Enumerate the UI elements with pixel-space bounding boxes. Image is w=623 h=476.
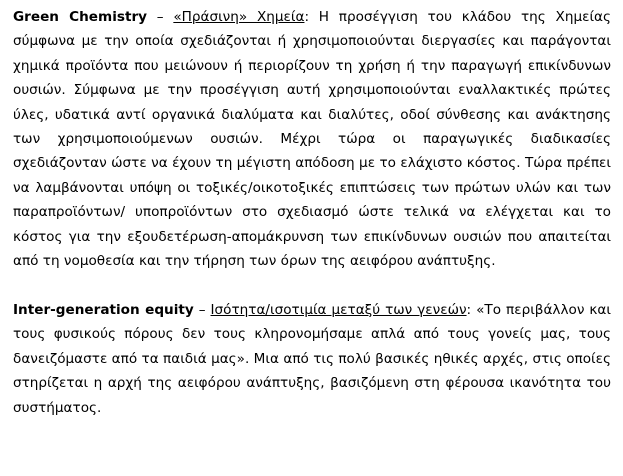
glossary-entry-inter-generation-equity bbox=[13, 298, 611, 420]
entry-term: Green Chemistry bbox=[13, 9, 148, 25]
glossary-entry-green-chemistry bbox=[13, 5, 611, 273]
entry-dash: – bbox=[193, 301, 211, 318]
entry-definition: : «Το περιβάλλον και τους φυσικούς πόρους δεν τους κληρονομήσαμε απλά από τους γονείς μας, τους δανειζόμαστε από τα παιδιά μας». Μια από τις πολύ βασικές ηθικές αρχές, στις οποίες στηρίζεται η αρχή της αειφόρου ανάπτυξης, βασιζόμενη στη φέρουσα ικανότητα του συστήματος. bbox=[13, 301, 611, 416]
entry-term: Inter-generation equity bbox=[13, 301, 194, 318]
entry-translation: «Πράσινη» Χημεία bbox=[173, 9, 305, 25]
entry-translation: Ισότητα/ισοτιμία μεταξύ των γενεών bbox=[210, 301, 467, 318]
entry-definition: : Η προσέγγιση του κλάδου της Χημείας σύμφωνα με την οποία σχεδιάζονται ή χρησιμοποιούνται διεργασίες και παράγονται χημικά προϊόντα που μειώνουν ή περιορίζουν τη χρήση ή την παραγωγή επικίνδυνων ουσιών. Σύμφωνα με την προσέγγιση αυτή χρησιμοποιούνται εναλλακτικές πρώτες ύλες, υδατικά αντί οργανικά διαλύματα και διαλύτες, οδοί σύνθεσης και ανάκτησης των χρησιμοποιούμενων ουσιών. Μέχρι τώρα οι παραγωγικές διαδικασίες σχεδιάζονταν ώστε να έχουν τη μέγιστη απόδοση με το ελάχιστο κόστος. Τώρα πρέπει να λαμβάνονται υπόψη οι τοξικές/οικοτοξικές επιπτώσεις των πρώτων υλών και των παραπροϊόντων/ υποπροϊόντων στο σχεδιασμό ώστε τελικά να ελέγχεται και το κόστος για την εξουδετέρωση-απομάκρυνση των επικίνδυνων ουσιών που απαιτείται από τη νομοθεσία και την τήρηση των όρων της αειφόρου ανάπτυξης. bbox=[13, 9, 611, 270]
entry-dash: – bbox=[147, 9, 174, 25]
glossary-page bbox=[13, 5, 611, 420]
